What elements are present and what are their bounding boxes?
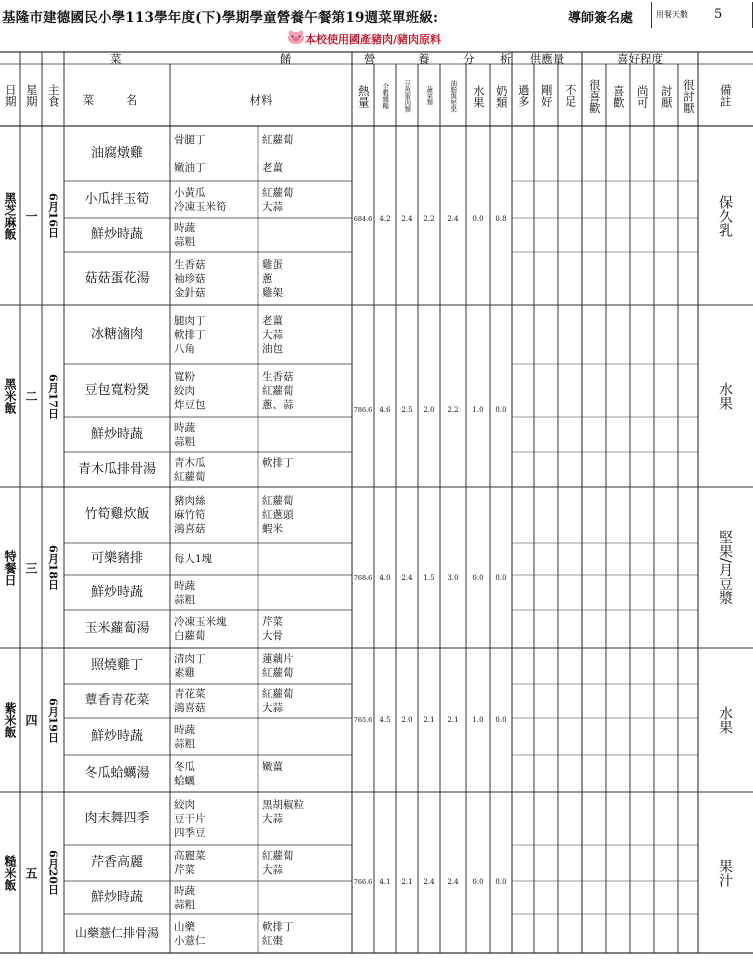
ingredient: 骨腿丁 [174, 133, 206, 146]
col-nutrient: 奶類 [494, 84, 509, 108]
ingredient: 紅蔥頭 [262, 509, 294, 521]
col-nutrient: 油脂與堅果 [449, 79, 458, 113]
nutrition-value: 0.8 [495, 214, 507, 223]
nutrition-value: 4.6 [379, 405, 391, 414]
nutrition-value: 0.0 [472, 878, 484, 886]
ingredient: 芹菜 [262, 616, 283, 628]
ingredient: 袖珍菇 [174, 272, 206, 285]
dish-name: 鮮炒時蔬 [90, 426, 143, 442]
nutrition-value: 4.1 [379, 878, 391, 886]
ingredient: 蒜粗 [174, 898, 195, 911]
ingredient: 紅蘿蔔 [262, 850, 294, 862]
weekday: 三 [24, 561, 38, 574]
ingredient: 蒜粗 [174, 737, 195, 750]
ingredient: 麻竹筍 [174, 509, 206, 521]
dish-name: 芹香高麗 [90, 855, 143, 870]
ingredient: 芹菜 [174, 864, 195, 876]
col-nutrient: 水果 [471, 84, 486, 108]
nutrition-value: 2.2 [423, 214, 435, 223]
staple: 黑米飯 [3, 378, 17, 414]
ingredient: 紅蘿蔔 [262, 186, 294, 199]
nutrition-value: 2.4 [401, 574, 413, 582]
remark: 堅果/月豆漿 [717, 530, 733, 605]
nutrition-value: 0.0 [495, 878, 507, 886]
col-supply: 供應量 [529, 52, 565, 66]
ingredient: 紅棗 [262, 934, 283, 947]
col-nutrition-part: 析 [500, 52, 512, 66]
staple: 紫米飯 [3, 702, 17, 738]
nutrition-value: 684.6 [353, 214, 373, 223]
ingredient: 山藥 [174, 920, 195, 933]
nutrition-value: 2.0 [423, 405, 435, 414]
col-date: 日期 [3, 83, 18, 107]
nutrition-value: 4.0 [379, 574, 391, 582]
remark: 水果 [717, 382, 733, 410]
nutrition-value: 2.5 [401, 405, 413, 414]
col-staple: 主食 [46, 83, 61, 107]
col-dish: 菜 名 [82, 93, 152, 107]
ingredient: 豆干片 [174, 812, 206, 825]
ingredient: 油包 [262, 342, 283, 355]
dish-name: 豆包寬粉煲 [84, 382, 150, 398]
staple: 糙米飯 [3, 854, 17, 891]
nutrition-value: 2.0 [401, 716, 413, 724]
date: 6月20日 [46, 850, 60, 895]
ingredient: 軟排丁 [262, 920, 294, 933]
dish-name: 竹筍雞炊飯 [84, 507, 150, 522]
dish-name: 青木瓜排骨湯 [77, 461, 156, 477]
date: 6月19日 [46, 697, 60, 743]
nutrition-value: 0.0 [495, 405, 507, 414]
pork-notice: 本校使用國產豬肉/豬肉原料 [305, 33, 442, 46]
dish-name: 冬瓜蛤蠣湯 [84, 765, 150, 781]
col-preference: 喜好程度 [617, 52, 663, 66]
ingredient: 鴻喜菇 [174, 702, 206, 714]
col-menu-group-right: 餚 [280, 52, 292, 66]
ingredient: 紅蘿蔔 [262, 384, 294, 397]
col-preference-item: 尚可 [635, 84, 650, 108]
dish-name: 油腐燉雞 [90, 145, 143, 161]
ingredient: 豬肉絲 [174, 495, 206, 507]
nutrition-value: 2.4 [447, 878, 459, 886]
ingredient: 老薑 [262, 161, 283, 174]
dish-name: 冰糖滷肉 [90, 326, 143, 342]
nutrition-value: 1.0 [472, 405, 484, 414]
col-nutrient: 蔬菜類 [425, 86, 434, 106]
ingredient: 腿肉丁 [174, 314, 206, 327]
dish-name: 小瓜拌玉筍 [84, 191, 150, 207]
dish-name: 鮮炒時蔬 [90, 728, 143, 744]
ingredient: 青花菜 [174, 688, 206, 700]
ingredient: 紅蘿蔔 [262, 133, 294, 146]
ingredient: 紅蘿蔔 [174, 470, 206, 483]
ingredient: 四季豆 [174, 826, 206, 839]
col-nutrient: 全穀雜糧 [381, 83, 390, 109]
nutrition-value: 2.4 [423, 878, 435, 886]
ingredient: 蝦米 [262, 523, 283, 535]
nutrition-value: 4.2 [379, 214, 391, 223]
weekday: 四 [24, 714, 38, 726]
ingredient: 雞蛋 [262, 258, 283, 271]
ingredient: 時蔬 [174, 723, 195, 736]
ingredient: 老薑 [262, 314, 283, 327]
ingredient: 時蔬 [174, 222, 195, 234]
ingredient: 時蔬 [174, 421, 195, 434]
col-weekday: 星期 [24, 83, 39, 107]
days-value: 5 [714, 7, 723, 22]
ingredient: 嫩油丁 [174, 161, 206, 174]
ingredient: 寬粉 [174, 370, 195, 383]
col-nutrient: 熱量 [356, 84, 371, 108]
nutrition-value: 0.0 [472, 574, 484, 582]
ingredient: 大骨 [262, 630, 283, 642]
ingredient: 金針菇 [174, 286, 206, 299]
ingredient: 蒜粗 [174, 435, 195, 448]
dish-name: 鮮炒時蔬 [90, 227, 143, 242]
ingredient: 冬瓜 [174, 760, 195, 773]
ingredient: 大蒜 [262, 864, 283, 876]
ingredient: 時蔬 [174, 579, 195, 592]
ingredient: 紅蘿蔔 [262, 667, 294, 679]
ingredient: 高麗菜 [174, 850, 206, 862]
col-preference-item: 喜歡 [611, 84, 626, 108]
nutrition-value: 2.1 [401, 878, 413, 886]
weekday: 二 [24, 390, 38, 402]
nutrition-value: 766.6 [353, 878, 373, 886]
ingredient: 嫩薑 [262, 760, 283, 773]
ingredient: 蒜粗 [174, 236, 195, 248]
date: 6月17日 [46, 373, 60, 419]
staple: 特餐日 [3, 549, 17, 586]
col-supply-item: 不足 [563, 83, 578, 107]
col-supply-item: 過多 [516, 83, 531, 107]
dish-name: 蕈香青花菜 [84, 693, 150, 708]
dish-name: 鮮炒時蔬 [90, 889, 143, 905]
date: 6月16日 [46, 193, 60, 238]
ingredient: 蔥 [262, 272, 273, 285]
ingredient: 小黃瓜 [174, 186, 206, 199]
ingredient: 大蒜 [262, 328, 283, 341]
ingredient: 八角 [174, 342, 195, 355]
ingredient: 大蒜 [262, 200, 283, 213]
col-preference-item: 很討厭 [681, 78, 696, 114]
nutrition-value: 765.6 [353, 716, 373, 724]
col-remark: 備註 [718, 83, 733, 107]
col-ingredients: 材料 [249, 93, 273, 107]
ingredient: 冷凍玉米筍 [174, 200, 227, 213]
ingredient: 清肉丁 [174, 653, 206, 665]
ingredient: 蒜粗 [174, 593, 195, 606]
nutrition-value: 2.4 [401, 214, 413, 223]
ingredient: 蓮藕片 [262, 653, 294, 665]
dish-name: 山藥薏仁排骨湯 [74, 925, 159, 940]
date: 6月18日 [46, 545, 60, 590]
nutrition-value: 2.2 [447, 405, 459, 414]
weekday: 五 [24, 866, 38, 879]
nutrition-value: 786.6 [353, 405, 373, 414]
nutrition-value: 0.0 [495, 574, 507, 582]
col-preference-item: 討厭 [659, 84, 674, 108]
ingredient: 青木瓜 [174, 456, 206, 469]
nutrition-value: 3.0 [447, 574, 459, 582]
ingredient: 生香菇 [262, 370, 294, 383]
ingredient: 鴻喜菇 [174, 523, 206, 535]
dish-name: 可樂豬排 [90, 551, 143, 566]
col-menu-group-left: 菜 [110, 52, 122, 66]
dish-name: 照燒雞丁 [90, 658, 143, 673]
ingredient: 炸豆包 [174, 398, 206, 411]
nutrition-value: 2.1 [423, 716, 435, 724]
weekday: 一 [24, 209, 38, 222]
col-nutrition-part: 分 [463, 52, 475, 66]
ingredient: 蛤蠣 [174, 774, 195, 787]
ingredient: 每人1塊 [174, 553, 213, 565]
nutrition-value: 0.0 [472, 214, 484, 223]
nutrition-value: 1.0 [472, 716, 484, 724]
nutrition-value: 0.0 [495, 716, 507, 724]
dish-name: 鮮炒時蔬 [90, 584, 143, 600]
ingredient: 紅蘿蔔 [262, 688, 294, 700]
ingredient: 黑胡椒粒 [262, 798, 304, 811]
nutrition-value: 768.6 [353, 574, 373, 582]
remark: 水果 [717, 706, 733, 734]
nutrition-value: 2.4 [447, 214, 459, 223]
ingredient: 絞肉 [174, 384, 195, 397]
ingredient: 雞架 [262, 286, 283, 299]
ingredient: 大蒜 [262, 702, 283, 714]
ingredient: 冷凍玉米塊 [174, 616, 227, 628]
remark: 果汁 [717, 858, 733, 887]
ingredient: 大蒜 [262, 812, 283, 825]
dish-name: 菇菇蛋花湯 [84, 270, 150, 286]
ingredient: 小薏仁 [174, 934, 206, 947]
nutrition-value: 1.5 [423, 574, 435, 582]
ingredient: 軟排丁 [174, 328, 206, 341]
col-nutrition-part: 營 [364, 52, 376, 66]
col-preference-item: 很喜歡 [587, 78, 602, 114]
nutrition-value: 4.5 [379, 716, 391, 724]
staple: 黑芝麻飯 [3, 191, 17, 240]
page-title: 基隆市建德國民小學113學年度(下)學期學童營養午餐第19週菜單班級: [2, 10, 439, 26]
remark: 保久乳 [717, 194, 733, 237]
ingredient: 絞肉 [174, 798, 195, 811]
ingredient: 白蘿蔔 [174, 630, 206, 642]
signature-label: 導師簽名處 [568, 11, 634, 26]
col-supply-item: 剛好 [539, 83, 554, 107]
ingredient: 素雞 [174, 667, 195, 679]
dish-name: 肉末舞四季 [84, 810, 150, 826]
col-nutrient: 豆魚蛋肉類 [403, 79, 412, 113]
col-nutrition-part: 養 [418, 52, 430, 66]
ingredient: 紅蘿蔔 [262, 495, 294, 507]
ingredient: 時蔬 [174, 884, 195, 897]
days-label: 用餐天數 [656, 10, 688, 19]
nutrition-value: 2.1 [447, 716, 459, 724]
ingredient: 蔥、蒜 [262, 398, 294, 411]
ingredient: 生香菇 [174, 258, 206, 271]
dish-name: 玉米蘿蔔湯 [84, 621, 150, 636]
ingredient: 軟排丁 [262, 456, 294, 469]
